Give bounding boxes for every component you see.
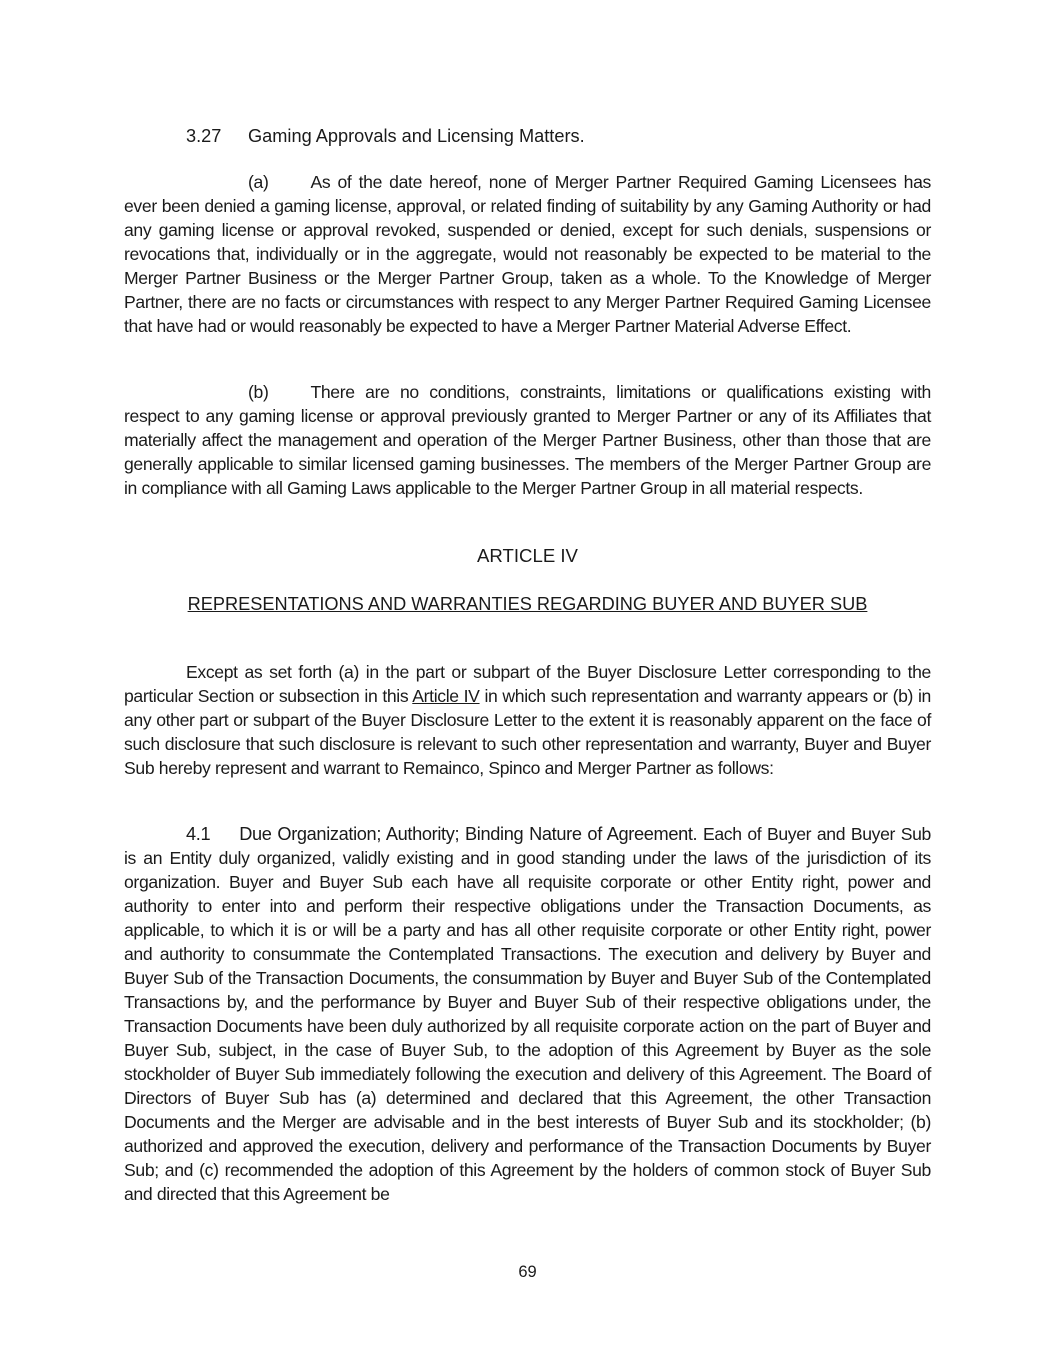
paragraph-label: (a): [248, 172, 269, 192]
paragraph-label: (b): [248, 382, 269, 402]
section-4-1-paragraph: [124, 822, 931, 1206]
section-3-27-heading: [186, 124, 585, 148]
article-subtitle: [124, 592, 931, 616]
intro-paragraph: [124, 660, 931, 780]
section-number: 4.1: [186, 824, 211, 844]
paragraph-text: There are no conditions, constraints, limitations or qualifications existing with respect to any gaming license or approval previously granted to Merger Partner or any of its Affiliates that materially affect the management and operation of the Merger Partner Business, other than those that are generally applicable to similar licensed gaming businesses. The members of the Merger Partner Group are in compliance with all Gaming Laws applicable to the Merger Partner Group in all material respects.: [124, 382, 931, 498]
paragraph-text: As of the date hereof, none of Merger Partner Required Gaming Licensees has ever been denied a gaming license, approval, or related finding of suitability by any Gaming Authority or had any gaming license or approval revoked, suspended or denied, except for such denials, suspensions or revocations that, individually or in the aggregate, would not reasonably be expected to be material to the Merger Partner Business or the Merger Partner Group, taken as a whole. To the Knowledge of Merger Partner, there are no facts or circumstances with respect to any Merger Partner Required Gaming Licensee that have had or would reasonably be expected to have a Merger Partner Material Adverse Effect.: [124, 172, 931, 336]
paragraph-b: [124, 380, 931, 500]
section-number: 3.27: [186, 126, 222, 146]
paragraph-a: [124, 170, 931, 338]
article-iv-reference: Article IV: [412, 686, 480, 706]
intro-text-after: in which such representation and warranty appears or (b) in any other part or subpart of the Buyer Disclosure Letter to the extent it is reasonably apparent on the face of such disclosure that such disclosure is relevant to such other representation and warranty, Buyer and Buyer Sub hereby represent and warrant to Remainco, Spinco and Merger Partner as follows:: [124, 686, 931, 778]
section-title: Due Organization; Authority; Binding Nature of Agreement.: [239, 824, 698, 844]
section-text: Each of Buyer and Buyer Sub is an Entity duly organized, validly existing and in good standing under the laws of the jurisdiction of its organization. Buyer and Buyer Sub each have all requisite corporate or other Entity right, power and authority to enter into and perform their respective obligations under the Transaction Documents, as applicable, to which it is or will be a party and has all other requisite corporate or other Entity right, power and authority to consummate the Contemplated Transactions. The execution and delivery by Buyer and Buyer Sub of the Transaction Documents, the consummation by Buyer and Buyer Sub of the Contemplated Transactions by, and the performance by Buyer and Buyer Sub of their respective obligations under, the Transaction Documents have been duly authorized by all requisite corporate action on the part of Buyer and Buyer Sub, subject, in the case of Buyer Sub, to the adoption of this Agreement by Buyer as the sole stockholder of Buyer Sub immediately following the execution and delivery of this Agreement. The Board of Directors of Buyer Sub has (a) determined and declared that this Agreement, the other Transaction Documents and the Merger are advisable and in the best interests of Buyer Sub and its stockholder; (b) authorized and approved the execution, delivery and performance of the Transaction Documents by Buyer Sub; and (c) recommended the adoption of this Agreement by the holders of common stock of Buyer Sub and directed that this Agreement be: [124, 824, 931, 1204]
section-title: Gaming Approvals and Licensing Matters.: [248, 126, 585, 146]
document-page: [124, 0, 931, 1365]
article-title: ARTICLE IV: [477, 545, 578, 566]
article-subtitle-text: REPRESENTATIONS AND WARRANTIES REGARDING BUYER AND BUYER SUB: [187, 594, 868, 614]
intro-text-before: Except as set forth (a) in the part or subpart of the Buyer Disclosure Letter corresponding to the particular Section or subsection in this: [124, 662, 931, 706]
page-number: 69: [518, 1263, 537, 1281]
